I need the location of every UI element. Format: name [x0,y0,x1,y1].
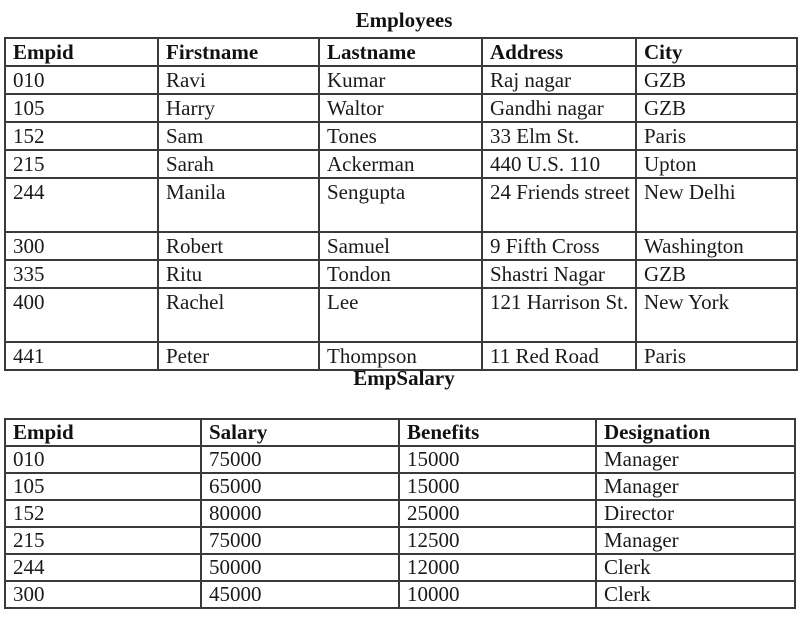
cell-city: Upton [636,150,797,178]
column-header-city: City [636,38,797,66]
cell-lastname: Sengupta [319,178,482,232]
cell-firstname: Rachel [158,288,319,342]
column-header-firstname: Firstname [158,38,319,66]
table-row [5,94,797,122]
cell-benefits: 12500 [399,527,596,554]
cell-firstname: Sarah [158,150,319,178]
cell-address: 24 Friends street [482,178,636,232]
cell-address: 121 Harrison St. [482,288,636,342]
cell-firstname: Ravi [158,66,319,94]
cell-benefits: 15000 [399,446,596,473]
cell-benefits: 10000 [399,581,596,608]
table-row [5,66,797,94]
cell-city: GZB [636,66,797,94]
table-row [5,473,795,500]
cell-empid: 300 [5,581,201,608]
column-header-benefits: Benefits [399,419,596,446]
column-header-designation: Designation [596,419,795,446]
cell-benefits: 25000 [399,500,596,527]
cell-empid: 105 [5,94,158,122]
empsalary-table-title: EmpSalary [353,366,455,390]
cell-firstname: Robert [158,232,319,260]
cell-city: New York [636,288,797,342]
cell-lastname: Samuel [319,232,482,260]
cell-empid: 215 [5,150,158,178]
cell-salary: 75000 [201,446,399,473]
table-row [5,122,797,150]
cell-lastname: Tones [319,122,482,150]
cell-empid: 010 [5,446,201,473]
cell-benefits: 12000 [399,554,596,581]
cell-benefits: 15000 [399,473,596,500]
cell-lastname: Lee [319,288,482,342]
column-header-salary: Salary [201,419,399,446]
cell-empid: 441 [5,342,158,370]
cell-lastname: Ackerman [319,150,482,178]
cell-empid: 215 [5,527,201,554]
empsalary-table [4,418,796,609]
cell-lastname: Kumar [319,66,482,94]
column-header-address: Address [482,38,636,66]
cell-city: GZB [636,260,797,288]
cell-address: 33 Elm St. [482,122,636,150]
table-row [5,178,797,232]
cell-designation: Clerk [596,581,795,608]
cell-empid: 335 [5,260,158,288]
cell-salary: 50000 [201,554,399,581]
cell-salary: 65000 [201,473,399,500]
cell-designation: Manager [596,527,795,554]
cell-firstname: Manila [158,178,319,232]
cell-city: GZB [636,94,797,122]
column-header-empid: Empid [5,419,201,446]
cell-city: Washington [636,232,797,260]
cell-empid: 152 [5,500,201,527]
cell-address: Raj nagar [482,66,636,94]
cell-salary: 45000 [201,581,399,608]
cell-city: New Delhi [636,178,797,232]
column-header-empid: Empid [5,38,158,66]
cell-empid: 105 [5,473,201,500]
table-row [5,150,797,178]
table-row [5,446,795,473]
table-row [5,581,795,608]
cell-address: 11 Red Road [482,342,636,370]
table-row [5,288,797,342]
column-header-lastname: Lastname [319,38,482,66]
cell-firstname: Harry [158,94,319,122]
cell-empid: 010 [5,66,158,94]
cell-designation: Manager [596,446,795,473]
cell-salary: 75000 [201,527,399,554]
cell-city: Paris [636,122,797,150]
cell-lastname: Thompson [319,342,482,370]
employees-table [4,37,798,371]
cell-designation: Director [596,500,795,527]
cell-firstname: Peter [158,342,319,370]
cell-address: Shastri Nagar [482,260,636,288]
cell-address: 9 Fifth Cross [482,232,636,260]
cell-salary: 80000 [201,500,399,527]
employees-header-row [5,38,797,66]
cell-city: Paris [636,342,797,370]
cell-address: Gandhi nagar [482,94,636,122]
cell-firstname: Ritu [158,260,319,288]
cell-address: 440 U.S. 110 [482,150,636,178]
table-row [5,500,795,527]
table-row [5,527,795,554]
table-row [5,554,795,581]
cell-designation: Manager [596,473,795,500]
cell-empid: 244 [5,178,158,232]
cell-lastname: Tondon [319,260,482,288]
table-row [5,260,797,288]
cell-empid: 400 [5,288,158,342]
cell-empid: 152 [5,122,158,150]
employees-table-title: Employees [355,8,453,32]
empsalary-header-row [5,419,795,446]
cell-firstname: Sam [158,122,319,150]
table-row [5,232,797,260]
cell-empid: 244 [5,554,201,581]
cell-designation: Clerk [596,554,795,581]
cell-lastname: Waltor [319,94,482,122]
cell-empid: 300 [5,232,158,260]
